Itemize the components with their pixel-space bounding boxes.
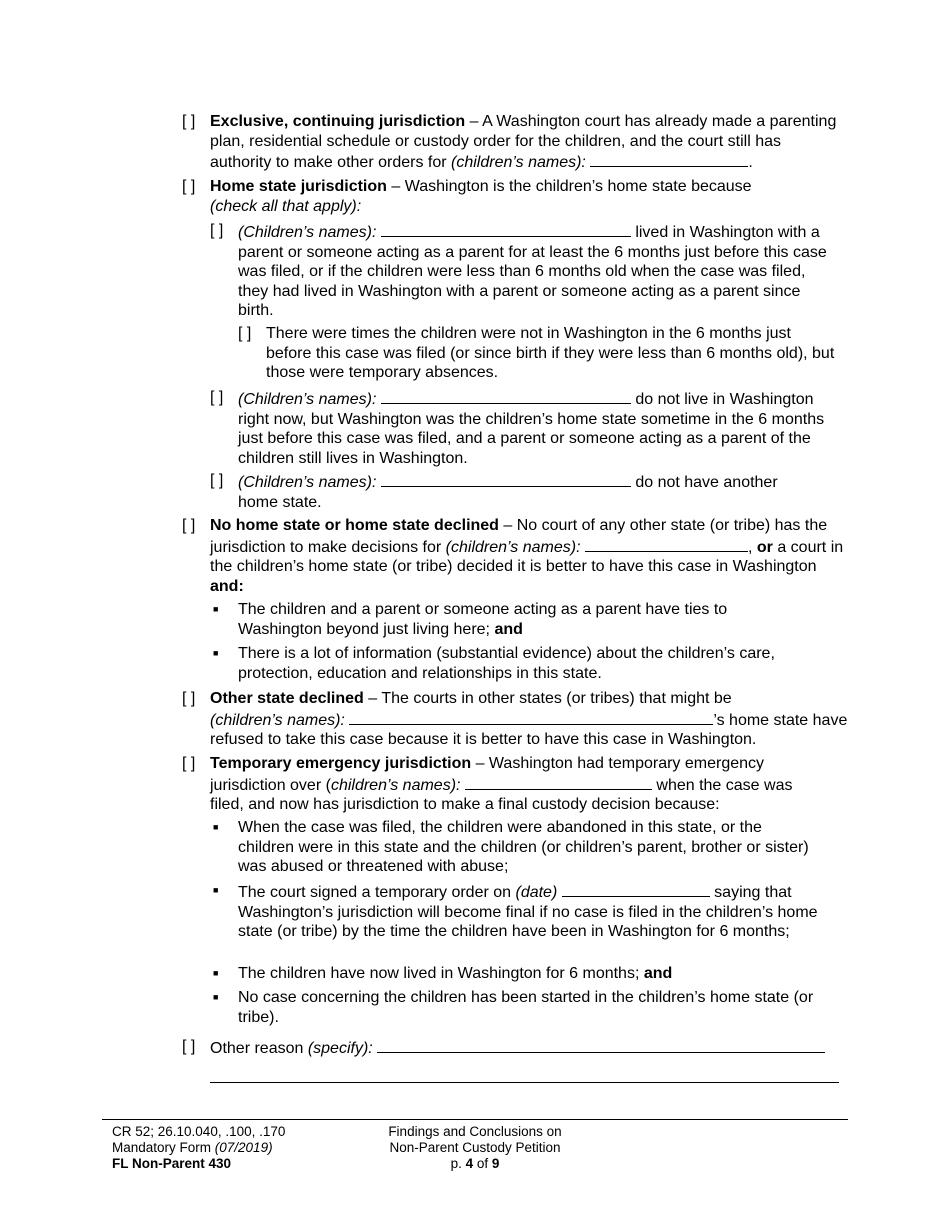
bullet-item xyxy=(238,600,798,639)
bullet-icon: ■ xyxy=(213,992,219,1002)
checkbox-temporary-emergency[interactable]: [ ] xyxy=(182,755,196,772)
bullet-text-2: saying that Washington’s jurisdiction will become final if no case is filed in the children’s home state (or tribe) by the time the children have been in Washington for 6 months; xyxy=(238,884,818,941)
children-names-field[interactable] xyxy=(381,471,631,487)
bullet-icon: ■ xyxy=(213,822,219,832)
current-page: 4 xyxy=(465,1156,474,1171)
page-number xyxy=(365,1156,585,1172)
section-no-home-state xyxy=(210,516,850,596)
bullet-text: There is a lot of information (substantial evidence) about the children’s care, protection, education and relationships in this state. xyxy=(238,645,775,682)
page-prefix: p. xyxy=(450,1156,466,1171)
option-text: There were times the children were not in Washington in the 6 months just before this case was filed (or since birth if they were less than 6 months old), but those were temporary absences. xyxy=(266,325,835,382)
page-of: of xyxy=(473,1156,492,1171)
other-reason-field[interactable] xyxy=(377,1037,825,1053)
section-other-state-declined xyxy=(210,689,850,750)
bullet-text: No case concerning the children has been started in the children’s home state (or tribe). xyxy=(238,989,814,1026)
section-other-reason xyxy=(210,1037,850,1059)
checkbox-home-state-a[interactable]: [ ] xyxy=(210,222,224,239)
field-label: (Children’s names): xyxy=(238,474,377,491)
form-status-text: Mandatory Form xyxy=(112,1140,215,1155)
date-label: (date) xyxy=(515,884,558,901)
home-state-option-b xyxy=(238,388,843,468)
children-names-field[interactable] xyxy=(349,709,713,725)
children-names-field[interactable] xyxy=(381,388,631,404)
form-title-line-1: Findings and Conclusions on xyxy=(388,1124,562,1139)
children-names-field[interactable] xyxy=(585,536,748,552)
section-title: No home state or home state declined xyxy=(210,517,499,534)
checkbox-other-state-declined[interactable]: [ ] xyxy=(182,690,196,707)
section-title: Temporary emergency jurisdiction xyxy=(210,755,472,772)
total-pages: 9 xyxy=(491,1156,500,1171)
home-state-option-a1 xyxy=(266,324,836,383)
section-title: Other state declined xyxy=(210,690,364,707)
period: . xyxy=(748,154,753,172)
footer-divider xyxy=(102,1119,848,1120)
field-label: (children’s names): xyxy=(210,711,345,729)
bullet-text: The children and a parent or someone acting as a parent have ties to Washington beyond just living here; xyxy=(238,601,728,638)
children-names-field[interactable] xyxy=(465,774,652,790)
section-text-2: ’s home state have refused to take this case because it is better to have this case in Washington. xyxy=(210,711,848,749)
section-exclusive-jurisdiction xyxy=(210,112,845,173)
field-label: (children’s names): xyxy=(445,538,581,556)
check-all-label: (check all that apply): xyxy=(210,197,362,215)
checkbox-home-state-a1[interactable]: [ ] xyxy=(238,325,252,342)
option-text: lived in Washington with a parent or someone acting as a parent for at least the 6 months just before this case was filed, or if the children were less than 6 months old when the case was filed, they had lived in Washington with a parent or someone acting as a parent since birth. xyxy=(238,224,827,320)
bullet-text: The children have now lived in Washington for 6 months; xyxy=(238,965,644,982)
section-text-2: a court in the children’s home state (or tribe) decided it is better to have this case in Washington xyxy=(210,538,844,576)
other-reason-field-line-2[interactable] xyxy=(210,1082,839,1083)
field-label: (Children’s names): xyxy=(238,391,377,408)
section-text: Other reason xyxy=(210,1040,308,1057)
bullet-item xyxy=(238,818,813,877)
section-text: – A Washington court has already made a parenting plan, residential schedule or custody order for the children, and the court still has authority to make other orders for xyxy=(210,113,837,172)
footer-left xyxy=(112,1124,285,1172)
checkbox-home-state-b[interactable]: [ ] xyxy=(210,389,224,406)
field-label: (children’s names): xyxy=(451,154,586,172)
field-label: children’s names): xyxy=(330,776,461,794)
checkbox-home-state[interactable]: [ ] xyxy=(182,178,196,195)
children-names-field[interactable] xyxy=(381,221,631,237)
option-text: do not have another home state. xyxy=(238,474,778,511)
form-title-line-2: Non-Parent Custody Petition xyxy=(389,1140,561,1155)
and-text: and: xyxy=(210,577,244,595)
checkbox-no-home-state[interactable]: [ ] xyxy=(182,517,196,534)
section-text: – Washington had temporary emergency jurisdiction over ( xyxy=(210,755,765,794)
bullet-item xyxy=(238,964,843,984)
bullet-icon: ■ xyxy=(213,604,219,614)
bullet-icon: ■ xyxy=(213,885,219,895)
comma: , xyxy=(747,538,753,556)
section-text: – The courts in other states (or tribes) that might be xyxy=(363,690,732,707)
section-text: – Washington is the children’s home state because xyxy=(386,178,752,195)
home-state-option-c xyxy=(238,471,818,512)
form-status xyxy=(112,1140,285,1156)
and-text: and xyxy=(643,965,673,982)
checkbox-other-reason[interactable]: [ ] xyxy=(182,1038,196,1055)
bullet-text: When the case was filed, the children were abandoned in this state, or the children were in this state and the children (or children’s parent, brother or sister) was abused or threatened with abuse; xyxy=(238,819,809,876)
bullet-icon: ■ xyxy=(213,648,219,658)
form-number: FL Non-Parent 430 xyxy=(112,1156,232,1171)
section-title: Home state jurisdiction xyxy=(210,178,387,195)
or-text: or xyxy=(756,538,773,556)
date-field[interactable] xyxy=(562,881,710,897)
bullet-item xyxy=(238,644,823,683)
option-text: do not live in Washington right now, but Washington was the children’s home state sometime in the 6 months just before this case was filed, and a parent or someone acting as a parent of the children still lives in Washington. xyxy=(238,391,825,467)
children-names-field[interactable] xyxy=(590,151,748,167)
checkbox-exclusive-jurisdiction[interactable]: [ ] xyxy=(182,113,196,130)
checkbox-home-state-c[interactable]: [ ] xyxy=(210,472,224,489)
bullet-item xyxy=(238,881,818,942)
field-label: (Children’s names): xyxy=(238,224,377,241)
section-temporary-emergency xyxy=(210,754,830,815)
form-date: (07/2019) xyxy=(214,1140,273,1155)
section-text-2: when the case was filed, and now has jurisdiction to make a final custody decision because: xyxy=(210,776,793,814)
and-text: and xyxy=(494,620,523,638)
field-label: (specify): xyxy=(307,1040,373,1057)
statute-reference: CR 52; 26.10.040, .100, .170 xyxy=(112,1124,286,1139)
section-text: – No court of any other state (or tribe) has the jurisdiction to make decisions for xyxy=(210,517,828,556)
footer-center xyxy=(365,1124,585,1172)
bullet-item xyxy=(238,988,838,1027)
section-title: Exclusive, continuing jurisdiction xyxy=(210,113,466,130)
home-state-option-a xyxy=(238,221,838,321)
bullet-icon: ■ xyxy=(213,968,219,978)
section-home-state xyxy=(210,177,850,216)
bullet-text: The court signed a temporary order on xyxy=(238,884,516,901)
